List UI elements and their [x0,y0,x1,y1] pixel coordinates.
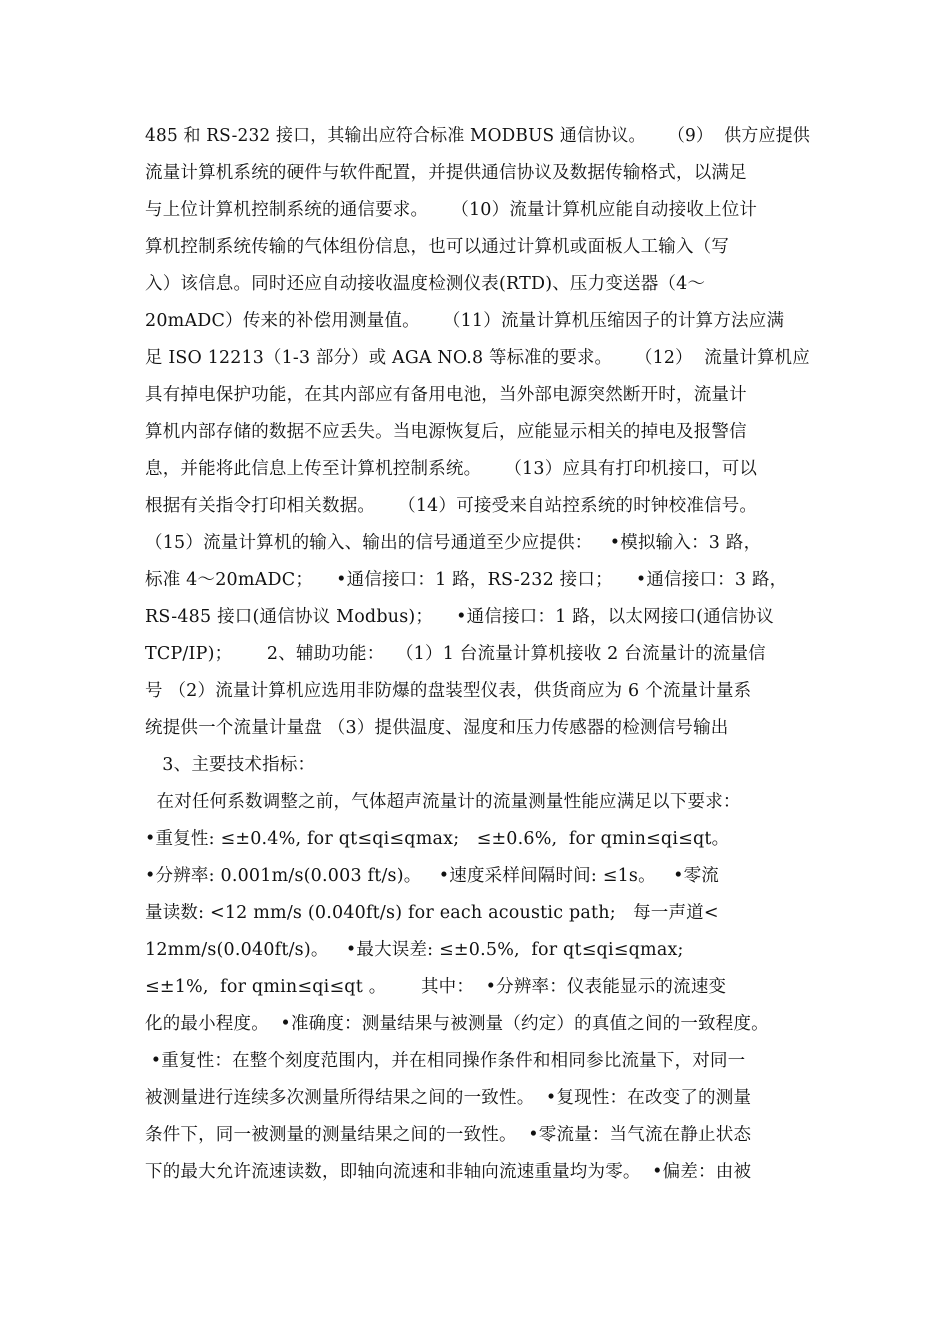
text-line: 算机内部存储的数据不应丢失。当电源恢复后，应能显示相关的掉电及报警信 [145,422,747,442]
text-line: 统提供一个流量计量盘 （3）提供温度、湿度和压力传感器的检测信号输出 [145,718,729,738]
text-line: 具有掉电保护功能，在其内部应有备用电池，当外部电源突然断开时，流量计 [145,385,747,405]
text-line: 20mADC）传来的补偿用测量值。 （11）流量计算机压缩因子的计算方法应满 [145,311,785,331]
text-line: 根据有关指令打印相关数据。 （14）可接受来自站控系统的时钟校准信号。 [145,496,758,516]
text-line: 化的最小程度。 •准确度：测量结果与被测量（约定）的真值之间的一致程度。 [145,1014,769,1034]
section-heading: 3、主要技术指标： [145,755,316,775]
text-line: 量读数: <12 mm/s (0.040ft/s) for each acoustic path; 每一声道< [145,903,719,923]
text-line: 入）该信息。同时还应自动接收温度检测仪表(RTD)、压力变送器（4～ [145,274,706,294]
text-line: 在对任何系数调整之前，气体超声流量计的流量测量性能应满足以下要求： [145,792,741,812]
text-line: 12mm/s(0.040ft/s)。 •最大误差: ≤±0.5%, for qt≤qi≤qmax; [145,940,684,960]
text-line: 号 （2）流量计算机应选用非防爆的盘装型仪表，供货商应为 6 个流量计量系 [145,681,752,701]
text-line: TCP/IP)； 2、辅助功能： （1）1 台流量计算机接收 2 台流量计的流量信 [145,644,766,664]
text-line: •分辨率: 0.001m/s(0.003 ft/s)。 •速度采样间隔时间: ≤1s。 •零流 [145,866,720,886]
text-line: 与上位计算机控制系统的通信要求。 （10）流量计算机应能自动接收上位计 [145,200,758,220]
text-line: 标准 4～20mADC； •通信接口：1 路，RS-232 接口； •通信接口：3 路， [145,570,788,590]
text-line: RS-485 接口(通信协议 Modbus)； •通信接口：1 路，以太网接口(通信协议 [145,607,775,627]
text-line: 足 ISO 12213（1-3 部分）或 AGA NO.8 等标准的要求。 （12） 流量计算机应 [145,348,810,368]
text-line: 流量计算机系统的硬件与软件配置，并提供通信协议及数据传输格式，以满足 [145,163,747,183]
text-line: ≤±1%, for qmin≤qi≤qt 。 其中： •分辨率：仪表能显示的流速变 [145,977,727,997]
text-line: （15）流量计算机的输入、输出的信号通道至少应提供： •模拟输入：3 路， [145,533,762,553]
text-line: •重复性：在整个刻度范围内，并在相同操作条件和相同参比流量下，对同一 [145,1051,746,1071]
text-line: 条件下，同一被测量的测量结果之间的一致性。 •零流量：当气流在静止状态 [145,1125,752,1145]
text-line: 息，并能将此信息上传至计算机控制系统。 （13）应具有打印机接口，可以 [145,459,758,479]
text-line: 485 和 RS-232 接口，其输出应符合标准 MODBUS 通信协议。 （9） 供方应提供 [145,126,810,146]
text-line: 下的最大允许流速读数，即轴向流速和非轴向流速重量均为零。 •偏差：由被 [145,1162,752,1182]
text-line: •重复性: ≤±0.4%, for qt≤qi≤qmax; ≤±0.6%, for qmin≤qi≤qt。 [145,829,730,849]
text-line: 算机控制系统传输的气体组份信息，也可以通过计算机或面板人工输入（写 [145,237,730,257]
text-line: 被测量进行连续多次测量所得结果之间的一致性。 •复现性：在改变了的测量 [145,1088,752,1108]
